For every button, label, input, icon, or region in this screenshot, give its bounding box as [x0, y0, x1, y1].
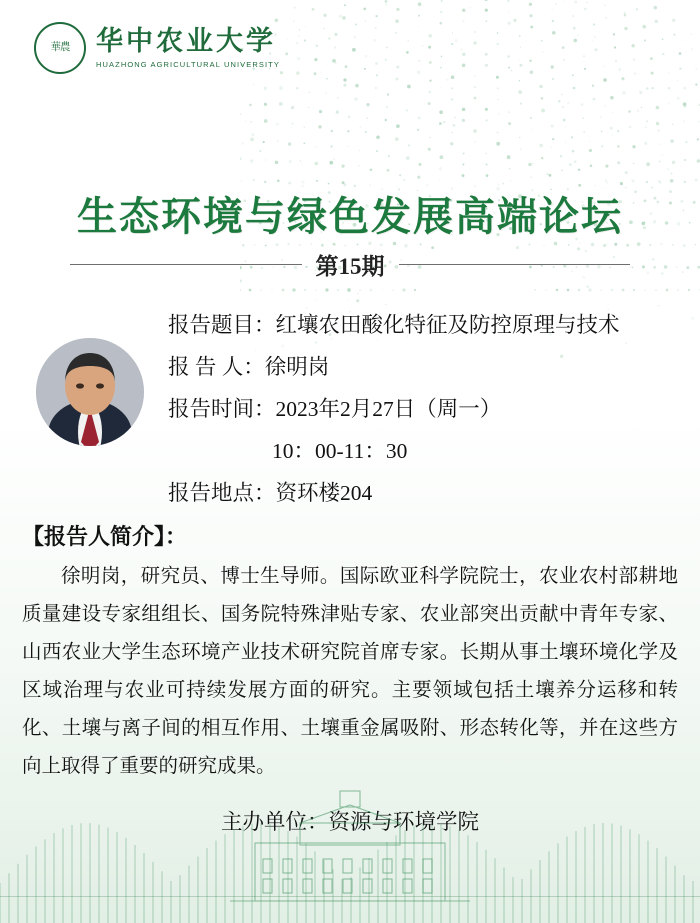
event-details [168, 305, 674, 515]
bio-heading: 【报告人简介】： [22, 524, 188, 549]
detail-value: 徐明岗 [264, 354, 330, 379]
detail-value: 资环楼204 [275, 480, 373, 505]
campus-building-decoration [0, 773, 700, 923]
detail-row [168, 305, 674, 347]
university-name-cn: 华中农业大学 [96, 26, 276, 57]
divider-left [70, 264, 302, 265]
divider-right [399, 264, 631, 265]
detail-label: 报告题目： [168, 313, 276, 337]
crest-glyph: 華農 [50, 41, 70, 53]
detail-row [168, 431, 674, 473]
detail-value: 红壤农田酸化特征及防控原理与技术 [275, 313, 620, 337]
bio-text: 徐明岗，研究员、博士生导师。国际欧亚科学院院士，农业农村部耕地质量建设专家组组长、国务院特殊津贴专家、农业部突出贡献中青年专家、山西农业大学生态环境产业技术研究院首席专家。长期从事土壤环境化学及区域治理与农业可持续发展方面的研究。主要领域包括土壤养分运移和转化、土壤与离子间的相互作用、土壤重金属吸附、形态转化等，并在这些方向上取得了重要的研究成果。 [22, 566, 678, 778]
detail-row [168, 389, 674, 431]
detail-label: 报告地点： [168, 480, 276, 505]
issue-row [70, 248, 630, 281]
university-logo [34, 22, 280, 74]
university-name-block [96, 27, 280, 69]
detail-row [168, 473, 674, 515]
detail-row [168, 347, 674, 389]
detail-label: 报 告 人： [168, 354, 265, 379]
university-name-en: HUAZHONG AGRICULTURAL UNIVERSITY [96, 59, 280, 69]
page-title: 生态环境与绿色发展高端论坛 [77, 194, 623, 239]
issue-label: 第15期 [315, 254, 385, 279]
footer-rule [0, 896, 700, 897]
university-crest-icon [34, 22, 86, 74]
detail-value: 10：00-11：30 [272, 438, 408, 463]
organizer-line: 主办单位：资源与环境学院 [220, 810, 479, 834]
speaker-portrait [36, 338, 144, 446]
detail-label: 报告时间： [168, 396, 276, 421]
detail-value: 2023年2月27日（周一） [275, 396, 502, 421]
